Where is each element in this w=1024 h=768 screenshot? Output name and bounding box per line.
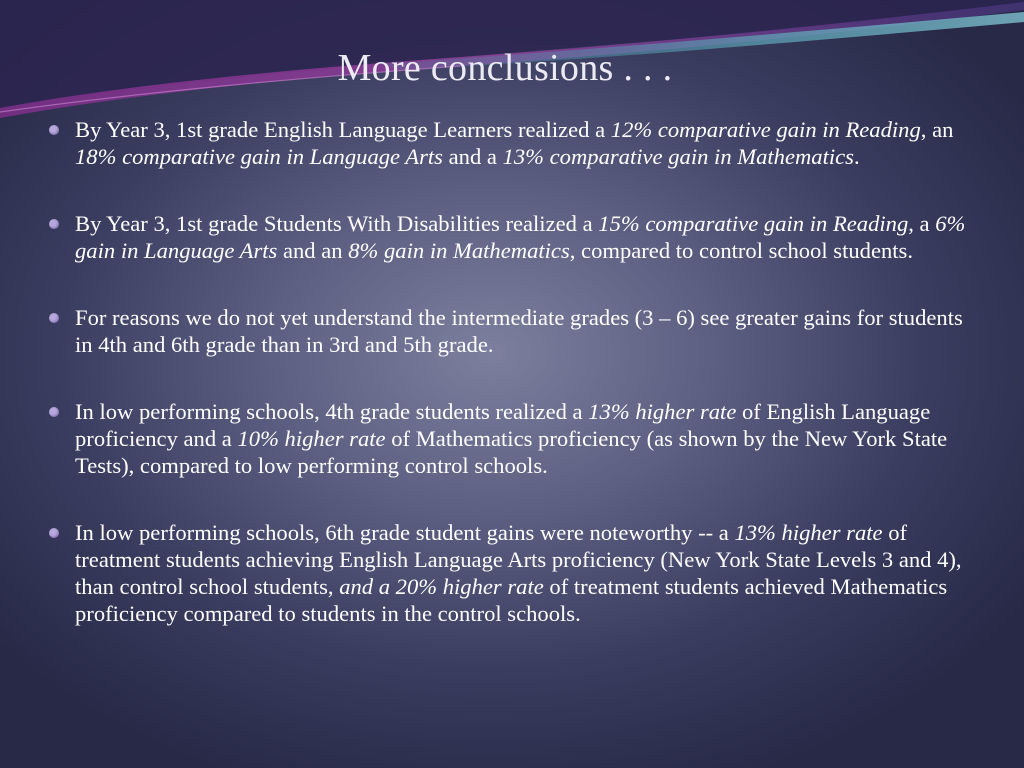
emphasized-text: 13% higher rate xyxy=(588,399,737,424)
emphasized-text: 13% comparative gain in Mathematics xyxy=(502,144,854,169)
text-run: of Mathematics proficiency (as shown by the New York State Tests), compared to low performing control schools. xyxy=(75,426,948,478)
text-run: of treatment students achieving English Language Arts proficiency (New York State Levels 3 and 4), than control school students, xyxy=(75,520,962,599)
bullet-text xyxy=(75,305,963,357)
bullet-text xyxy=(75,399,947,478)
text-run: of English Language proficiency and a xyxy=(75,399,931,451)
emphasized-text: 6% gain in Language Arts xyxy=(75,211,966,263)
text-run: and a xyxy=(442,144,503,169)
emphasized-text: 10% higher rate xyxy=(237,426,386,451)
emphasized-text: 15% comparative gain in Reading xyxy=(598,211,909,236)
round-bullet-icon xyxy=(49,407,59,417)
text-run: and an xyxy=(277,238,349,263)
text-run: , a xyxy=(908,211,936,236)
round-bullet-icon xyxy=(49,528,59,538)
text-run: By Year 3, 1st grade English Language Learners realized a xyxy=(75,117,611,142)
bullet-text xyxy=(75,117,953,169)
text-run: In low performing schools, 6th grade student gains were noteworthy -- a xyxy=(75,520,735,545)
bullet-list xyxy=(46,116,978,627)
text-run: , compared to control school students. xyxy=(569,238,913,263)
emphasized-text: 13% higher rate xyxy=(734,520,883,545)
round-bullet-icon xyxy=(49,313,59,323)
slide-title: More conclusions . . . xyxy=(337,47,673,89)
emphasized-text: and a 20% higher rate xyxy=(339,574,544,599)
emphasized-text: 18% comparative gain in Language Arts xyxy=(75,144,443,169)
text-run: By Year 3, 1st grade Students With Disabilities realized a xyxy=(75,211,599,236)
round-bullet-icon xyxy=(49,219,59,229)
text-run: For reasons we do not yet understand the intermediate grades (3 – 6) see greater gains for students in 4th and 6th grade than in 3rd and 5th grade. xyxy=(75,305,963,357)
bullet-text xyxy=(75,520,962,626)
bullet-item xyxy=(46,210,978,264)
bullet-item xyxy=(46,116,978,170)
emphasized-text: 8% gain in Mathematics xyxy=(348,238,570,263)
text-run: of treatment students achieved Mathematics proficiency compared to students in the control schools. xyxy=(75,574,948,626)
round-bullet-icon xyxy=(49,125,59,135)
bullet-item xyxy=(46,398,978,479)
text-run: , an xyxy=(920,117,954,142)
emphasized-text: 12% comparative gain in Reading xyxy=(610,117,921,142)
text-run: In low performing schools, 4th grade students realized a xyxy=(75,399,589,424)
bullet-text xyxy=(75,211,965,263)
text-run: . xyxy=(853,144,860,169)
bullet-item xyxy=(46,519,978,627)
bullet-item xyxy=(46,304,978,358)
